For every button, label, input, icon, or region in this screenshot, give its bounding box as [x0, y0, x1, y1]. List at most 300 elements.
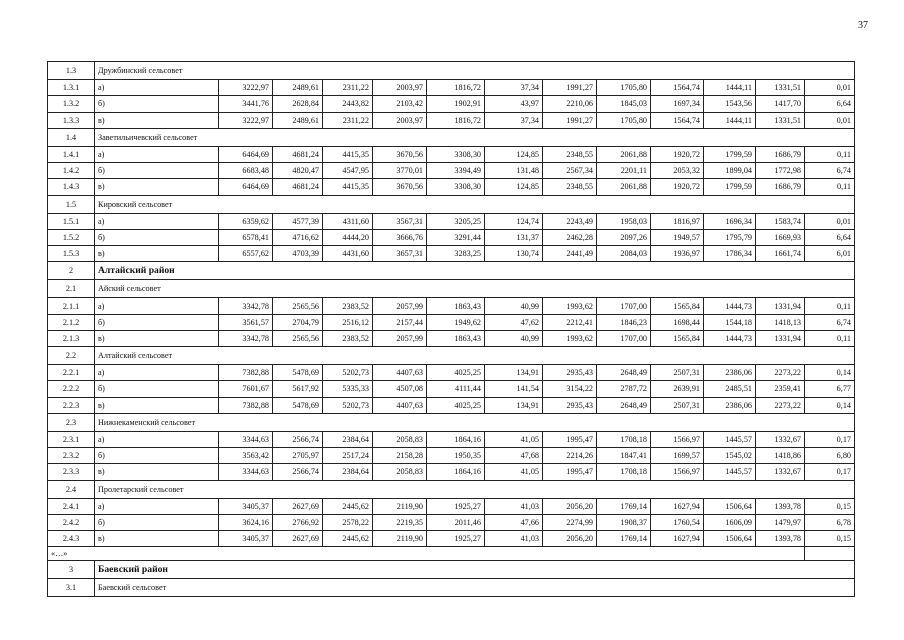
value-cell: 2383,52: [323, 330, 373, 346]
table-row: [48, 246, 855, 262]
value-cell: 2273,22: [756, 365, 805, 381]
value-cell: 4311,60: [323, 213, 373, 229]
value-cell: 1564,74: [651, 112, 704, 128]
value-cell: 6359,62: [219, 213, 273, 229]
value-cell: 2627,69: [273, 531, 323, 547]
value-cell: 3563,42: [219, 448, 273, 464]
value-cell: 37,34: [485, 112, 543, 128]
subsection-code: 2.3: [48, 413, 95, 431]
value-cell: 4444,20: [323, 229, 373, 245]
value-cell: 4703,39: [273, 246, 323, 262]
tariff-table: [47, 61, 855, 597]
row-code: 1.3.2: [48, 96, 95, 112]
value-cell: 2566,74: [273, 431, 323, 447]
value-cell: 2445,62: [323, 531, 373, 547]
value-cell: 2383,52: [323, 298, 373, 314]
value-cell: 6,74: [805, 163, 855, 179]
value-cell: 2639,91: [651, 381, 704, 397]
value-cell: 131,37: [485, 229, 543, 245]
value-cell: 1816,72: [427, 112, 485, 128]
row-code: 2.4.3: [48, 531, 95, 547]
value-cell: 41,05: [485, 464, 543, 480]
value-cell: 4111,44: [427, 381, 485, 397]
value-cell: 1545,02: [704, 448, 756, 464]
value-cell: 1418,86: [756, 448, 805, 464]
value-cell: 43,97: [485, 96, 543, 112]
table-row: [48, 146, 855, 162]
value-cell: 1698,44: [651, 314, 704, 330]
value-cell: 1708,18: [597, 464, 651, 480]
subsection-row: [48, 195, 855, 213]
value-cell: 1799,59: [704, 146, 756, 162]
value-cell: 3670,56: [373, 179, 427, 195]
value-cell: 2704,79: [273, 314, 323, 330]
subsection-row: [48, 480, 855, 498]
value-cell: 2053,32: [651, 163, 704, 179]
value-cell: 4025,25: [427, 365, 485, 381]
value-cell: 1705,80: [597, 112, 651, 128]
value-cell: 1332,67: [756, 464, 805, 480]
value-cell: 0,11: [805, 179, 855, 195]
value-cell: 0,15: [805, 531, 855, 547]
value-cell: 1950,35: [427, 448, 485, 464]
value-cell: 134,91: [485, 365, 543, 381]
value-cell: 2628,84: [273, 96, 323, 112]
value-cell: 2445,62: [323, 498, 373, 514]
value-cell: 1331,51: [756, 112, 805, 128]
value-cell: 2787,72: [597, 381, 651, 397]
value-cell: 2766,92: [273, 514, 323, 530]
value-cell: 2214,26: [543, 448, 597, 464]
subsection-name: Алтайский сельсовет: [95, 347, 855, 365]
table-row: [48, 498, 855, 514]
value-cell: 124,85: [485, 179, 543, 195]
subsection-row: [48, 347, 855, 365]
value-cell: 1418,13: [756, 314, 805, 330]
value-cell: 5478,69: [273, 397, 323, 413]
subsection-code: 2.1: [48, 280, 95, 298]
value-cell: 4431,60: [323, 246, 373, 262]
value-cell: 1444,73: [704, 330, 756, 346]
value-cell: 3441,76: [219, 96, 273, 112]
value-cell: 1925,27: [427, 498, 485, 514]
district-name: Алтайский район: [95, 262, 855, 280]
row-variant-label: б): [95, 448, 219, 464]
value-cell: 3205,25: [427, 213, 485, 229]
value-cell: 141,54: [485, 381, 543, 397]
value-cell: 2057,99: [373, 298, 427, 314]
value-cell: 2119,90: [373, 531, 427, 547]
subsection-code: 3.1: [48, 579, 95, 597]
value-cell: 130,74: [485, 246, 543, 262]
row-variant-label: в): [95, 246, 219, 262]
table-row: [48, 531, 855, 547]
value-cell: 1544,18: [704, 314, 756, 330]
value-cell: 1769,14: [597, 531, 651, 547]
value-cell: 0,15: [805, 498, 855, 514]
subsection-row: [48, 128, 855, 146]
table-row: [48, 112, 855, 128]
table-row: [48, 213, 855, 229]
value-cell: 6683,48: [219, 163, 273, 179]
value-cell: 3344,63: [219, 431, 273, 447]
table-row: [48, 397, 855, 413]
value-cell: 3405,37: [219, 498, 273, 514]
value-cell: 47,66: [485, 514, 543, 530]
value-cell: 6,74: [805, 314, 855, 330]
value-cell: 3283,25: [427, 246, 485, 262]
value-cell: 7382,88: [219, 365, 273, 381]
value-cell: 1991,27: [543, 80, 597, 96]
value-cell: 6578,41: [219, 229, 273, 245]
value-cell: 2011,46: [427, 514, 485, 530]
value-cell: 2157,44: [373, 314, 427, 330]
value-cell: 2057,99: [373, 330, 427, 346]
value-cell: 1991,27: [543, 112, 597, 128]
value-cell: 1606,09: [704, 514, 756, 530]
value-cell: 1331,51: [756, 80, 805, 96]
value-cell: 3342,78: [219, 330, 273, 346]
value-cell: 6464,69: [219, 146, 273, 162]
row-code: 2.4.2: [48, 514, 95, 530]
table-row: [48, 163, 855, 179]
value-cell: 5202,73: [323, 365, 373, 381]
value-cell: 6,64: [805, 96, 855, 112]
value-cell: 1506,64: [704, 531, 756, 547]
value-cell: 2443,82: [323, 96, 373, 112]
value-cell: 1417,70: [756, 96, 805, 112]
value-cell: 41,03: [485, 498, 543, 514]
value-cell: 4547,95: [323, 163, 373, 179]
table-row: [48, 381, 855, 397]
value-cell: 1993,62: [543, 330, 597, 346]
value-cell: 3561,57: [219, 314, 273, 330]
subsection-row: [48, 413, 855, 431]
value-cell: 41,05: [485, 431, 543, 447]
value-cell: 1393,78: [756, 531, 805, 547]
value-cell: 2935,43: [543, 365, 597, 381]
table-row: [48, 448, 855, 464]
value-cell: 2648,49: [597, 365, 651, 381]
value-cell: 1393,78: [756, 498, 805, 514]
row-code: 2.3.3: [48, 464, 95, 480]
value-cell: 1627,94: [651, 498, 704, 514]
row-code: 2.2.1: [48, 365, 95, 381]
value-cell: 2384,64: [323, 431, 373, 447]
value-cell: 4681,24: [273, 146, 323, 162]
value-cell: 2348,55: [543, 146, 597, 162]
value-cell: 3222,97: [219, 112, 273, 128]
district-code: 3: [48, 561, 95, 579]
value-cell: 1543,56: [704, 96, 756, 112]
value-cell: 0,01: [805, 213, 855, 229]
value-cell: 2210,06: [543, 96, 597, 112]
table-body: [48, 62, 855, 597]
value-cell: 2489,61: [273, 80, 323, 96]
row-variant-label: в): [95, 179, 219, 195]
row-code: 1.5.1: [48, 213, 95, 229]
row-variant-label: а): [95, 213, 219, 229]
value-cell: 1565,84: [651, 298, 704, 314]
row-variant-label: б): [95, 163, 219, 179]
value-cell: 1993,62: [543, 298, 597, 314]
subsection-name: Айский сельсовет: [95, 280, 855, 298]
value-cell: 3405,37: [219, 531, 273, 547]
table-row: [48, 298, 855, 314]
value-cell: 0,11: [805, 146, 855, 162]
value-cell: 6,01: [805, 246, 855, 262]
subsection-name: Кировский сельсовет: [95, 195, 855, 213]
value-cell: 0,01: [805, 112, 855, 128]
row-code: 2.2.3: [48, 397, 95, 413]
value-cell: 2056,20: [543, 498, 597, 514]
value-cell: 1936,97: [651, 246, 704, 262]
value-cell: 6,64: [805, 229, 855, 245]
subsection-name: Пролетарский сельсовет: [95, 480, 855, 498]
value-cell: 2219,35: [373, 514, 427, 530]
row-variant-label: а): [95, 298, 219, 314]
row-variant-label: б): [95, 314, 219, 330]
row-code: 1.3.3: [48, 112, 95, 128]
value-cell: 1705,80: [597, 80, 651, 96]
value-cell: 2003,97: [373, 80, 427, 96]
value-cell: 0,14: [805, 365, 855, 381]
value-cell: 4407,63: [373, 365, 427, 381]
value-cell: 4577,39: [273, 213, 323, 229]
row-code: 1.5.3: [48, 246, 95, 262]
table-row: [48, 179, 855, 195]
row-variant-label: а): [95, 498, 219, 514]
table-row: [48, 229, 855, 245]
value-cell: 1696,34: [704, 213, 756, 229]
row-variant-label: в): [95, 112, 219, 128]
row-code: 2.2.2: [48, 381, 95, 397]
subsection-code: 1.3: [48, 62, 95, 80]
value-cell: 1699,57: [651, 448, 704, 464]
value-cell: 2243,49: [543, 213, 597, 229]
value-cell: 1786,34: [704, 246, 756, 262]
value-cell: 2386,06: [704, 365, 756, 381]
value-cell: 41,03: [485, 531, 543, 547]
value-cell: 1772,98: [756, 163, 805, 179]
value-cell: 2119,90: [373, 498, 427, 514]
value-cell: 1669,93: [756, 229, 805, 245]
value-cell: 2158,28: [373, 448, 427, 464]
district-row: [48, 561, 855, 579]
value-cell: 3222,97: [219, 80, 273, 96]
value-cell: 2565,56: [273, 330, 323, 346]
row-variant-label: в): [95, 330, 219, 346]
value-cell: 2705,97: [273, 448, 323, 464]
row-code: 1.3.1: [48, 80, 95, 96]
value-cell: 2489,61: [273, 112, 323, 128]
value-cell: 40,99: [485, 298, 543, 314]
subsection-row: [48, 62, 855, 80]
row-variant-label: а): [95, 80, 219, 96]
value-cell: 6,78: [805, 514, 855, 530]
table-row: [48, 80, 855, 96]
value-cell: 2103,42: [373, 96, 427, 112]
value-cell: 3308,30: [427, 179, 485, 195]
value-cell: 1331,94: [756, 330, 805, 346]
value-cell: 2201,11: [597, 163, 651, 179]
row-code: 2.1.3: [48, 330, 95, 346]
value-cell: 1565,84: [651, 330, 704, 346]
value-cell: 2567,34: [543, 163, 597, 179]
value-cell: 2441,49: [543, 246, 597, 262]
value-cell: 1863,43: [427, 330, 485, 346]
value-cell: 4415,35: [323, 179, 373, 195]
value-cell: 1661,74: [756, 246, 805, 262]
subsection-code: 2.2: [48, 347, 95, 365]
row-code: 1.4.3: [48, 179, 95, 195]
value-cell: 1564,74: [651, 80, 704, 96]
table-row: [48, 431, 855, 447]
value-cell: 6,77: [805, 381, 855, 397]
row-code: 2.4.1: [48, 498, 95, 514]
value-cell: 2084,03: [597, 246, 651, 262]
table-row: [48, 330, 855, 346]
value-cell: 3291,44: [427, 229, 485, 245]
value-cell: 7601,67: [219, 381, 273, 397]
row-code: 2.3.1: [48, 431, 95, 447]
value-cell: 1566,97: [651, 464, 704, 480]
row-code: 2.1.1: [48, 298, 95, 314]
table-row: [48, 314, 855, 330]
value-cell: 2507,31: [651, 365, 704, 381]
value-cell: 6557,62: [219, 246, 273, 262]
value-cell: 3657,31: [373, 246, 427, 262]
value-cell: 1697,34: [651, 96, 704, 112]
value-cell: 1995,47: [543, 431, 597, 447]
value-cell: 1444,11: [704, 80, 756, 96]
value-cell: 1845,03: [597, 96, 651, 112]
value-cell: 1925,27: [427, 531, 485, 547]
row-variant-label: а): [95, 431, 219, 447]
value-cell: 2578,22: [323, 514, 373, 530]
value-cell: 2384,64: [323, 464, 373, 480]
subsection-row: [48, 280, 855, 298]
value-cell: 3567,31: [373, 213, 427, 229]
value-cell: 2516,12: [323, 314, 373, 330]
value-cell: 2565,56: [273, 298, 323, 314]
value-cell: 2274,99: [543, 514, 597, 530]
value-cell: 2648,49: [597, 397, 651, 413]
value-cell: 1506,64: [704, 498, 756, 514]
value-cell: 1816,72: [427, 80, 485, 96]
value-cell: 3308,30: [427, 146, 485, 162]
value-cell: 5617,92: [273, 381, 323, 397]
value-cell: 124,74: [485, 213, 543, 229]
row-variant-label: а): [95, 365, 219, 381]
value-cell: 1445,57: [704, 464, 756, 480]
value-cell: 131,48: [485, 163, 543, 179]
subsection-name: Баевский сельсовет: [95, 579, 855, 597]
value-cell: 1995,47: [543, 464, 597, 480]
value-cell: 1479,97: [756, 514, 805, 530]
value-cell: 1444,11: [704, 112, 756, 128]
row-variant-label: б): [95, 381, 219, 397]
row-code: 2.3.2: [48, 448, 95, 464]
value-cell: 0,11: [805, 330, 855, 346]
district-name: Баевский район: [95, 561, 855, 579]
value-cell: 3670,56: [373, 146, 427, 162]
row-variant-label: в): [95, 397, 219, 413]
value-cell: 3624,16: [219, 514, 273, 530]
value-cell: 1899,04: [704, 163, 756, 179]
value-cell: 2058,83: [373, 431, 427, 447]
row-variant-label: б): [95, 229, 219, 245]
value-cell: 1445,57: [704, 431, 756, 447]
value-cell: 47,68: [485, 448, 543, 464]
row-variant-label: в): [95, 464, 219, 480]
value-cell: 1864,16: [427, 431, 485, 447]
value-cell: 0,17: [805, 464, 855, 480]
value-cell: 3154,22: [543, 381, 597, 397]
value-cell: 40,99: [485, 330, 543, 346]
value-cell: 1583,74: [756, 213, 805, 229]
value-cell: 1760,54: [651, 514, 704, 530]
subsection-code: 2.4: [48, 480, 95, 498]
row-code: 1.5.2: [48, 229, 95, 245]
value-cell: 1566,97: [651, 431, 704, 447]
value-cell: 5335,33: [323, 381, 373, 397]
value-cell: 4820,47: [273, 163, 323, 179]
table-row: [48, 96, 855, 112]
value-cell: 1902,91: [427, 96, 485, 112]
value-cell: 124,85: [485, 146, 543, 162]
value-cell: 1920,72: [651, 146, 704, 162]
value-cell: 0,11: [805, 298, 855, 314]
value-cell: 2348,55: [543, 179, 597, 195]
ellipsis-text: «…»: [48, 547, 805, 561]
row-variant-label: б): [95, 514, 219, 530]
subsection-code: 1.4: [48, 128, 95, 146]
value-cell: 3344,63: [219, 464, 273, 480]
value-cell: 2003,97: [373, 112, 427, 128]
value-cell: 1686,79: [756, 179, 805, 195]
row-code: 1.4.2: [48, 163, 95, 179]
value-cell: 2517,24: [323, 448, 373, 464]
subsection-name: Нижнекаменский сельсовет: [95, 413, 855, 431]
value-cell: 1864,16: [427, 464, 485, 480]
value-cell: 2566,74: [273, 464, 323, 480]
value-cell: 3394,49: [427, 163, 485, 179]
value-cell: 2056,20: [543, 531, 597, 547]
table-row: [48, 514, 855, 530]
value-cell: 4716,62: [273, 229, 323, 245]
value-cell: 3342,78: [219, 298, 273, 314]
value-cell: 0,01: [805, 80, 855, 96]
row-variant-label: в): [95, 531, 219, 547]
page-number: 37: [858, 20, 868, 31]
value-cell: 1799,59: [704, 179, 756, 195]
value-cell: 1707,00: [597, 298, 651, 314]
value-cell: 4507,08: [373, 381, 427, 397]
value-cell: 1863,43: [427, 298, 485, 314]
value-cell: 1795,79: [704, 229, 756, 245]
row-code: 2.1.2: [48, 314, 95, 330]
value-cell: 1847,41: [597, 448, 651, 464]
value-cell: 2507,31: [651, 397, 704, 413]
value-cell: 6464,69: [219, 179, 273, 195]
value-cell: 1816,97: [651, 213, 704, 229]
value-cell: 2386,06: [704, 397, 756, 413]
value-cell: 2058,83: [373, 464, 427, 480]
value-cell: 1707,00: [597, 330, 651, 346]
value-cell: 3770,01: [373, 163, 427, 179]
value-cell: 4025,25: [427, 397, 485, 413]
